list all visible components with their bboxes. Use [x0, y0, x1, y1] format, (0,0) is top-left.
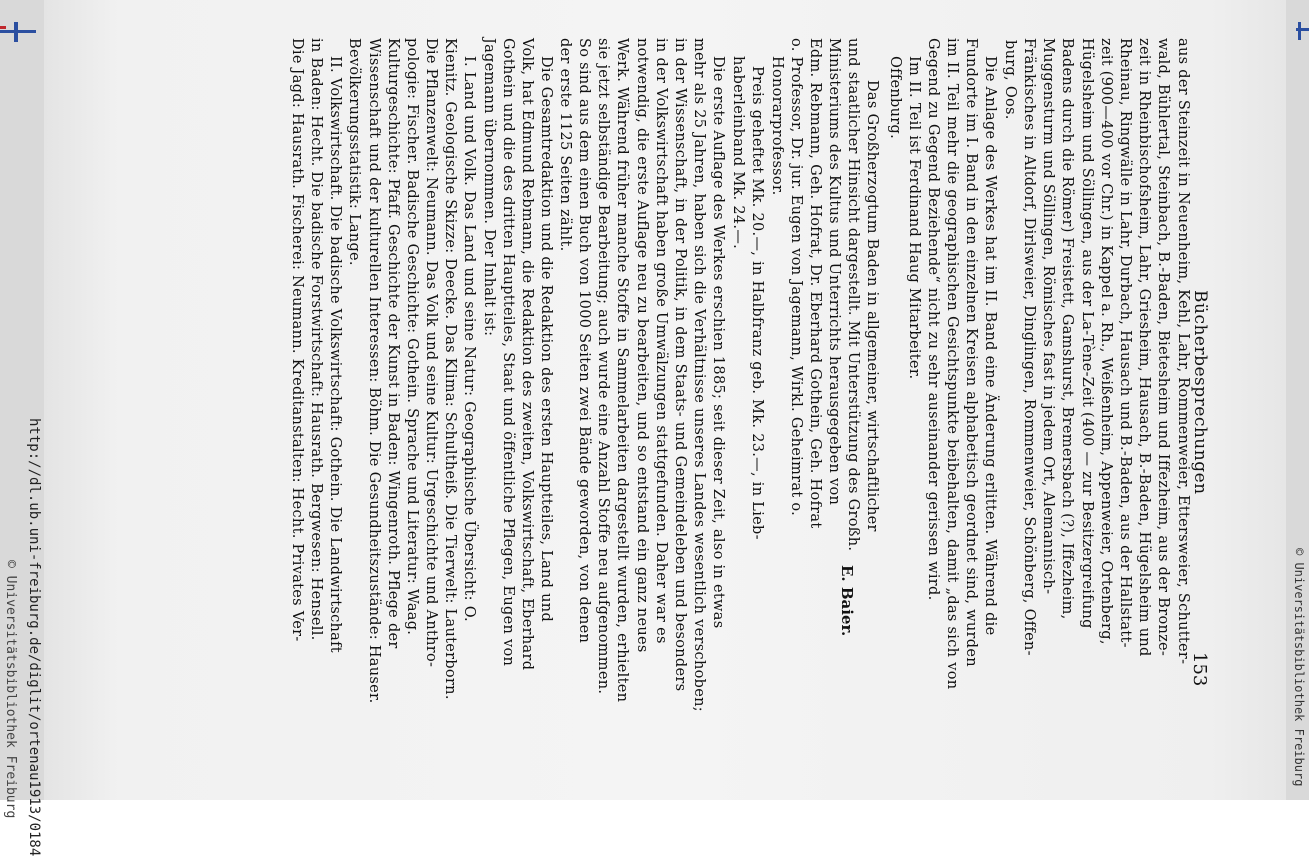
text-line: Fränkisches in Altdorf, Dirlsweier, Dinglingen, Rommenweier, Schönberg, Offen-	[1021, 38, 1037, 656]
text-line: mehr als 25 Jahren, haben sich die Verhältnisse unseres Landes wesentlich verschoben;	[691, 38, 707, 712]
text-line: Preis geheftet Mk. 20.—, in Halbfranz geb. Mk. 23.—, in Lieb-	[749, 66, 765, 540]
text-line: Bevölkerungsstatistik: Lange.	[346, 38, 362, 266]
text-line: in der Volkswirtschaft haben große Umwälzungen stattgefunden. Daher war es	[653, 38, 669, 644]
text-line: pologie: Fischer. Badische Geschichte: Gothein. Sprache und Literatur: Waag.	[404, 38, 420, 636]
page-header: Bücherbesprechungen	[1190, 290, 1210, 495]
text-line: Kulturgeschichte: Pfaff. Geschichte der Kunst in Baden: Wingenroth. Pflege der	[385, 38, 401, 649]
text-line: sie jetzt selbständige Bearbeitung; auch wurde eine Anzahl Stoffe neu aufgenommen.	[595, 38, 611, 695]
text-line: Die Anlage des Werkes hat im II. Band eine Änderung erlitten. Während die	[982, 56, 998, 636]
text-line: So sind aus dem einen Buch von 1000 Seiten zwei Bände geworden, von denen	[576, 38, 592, 644]
text-line: und staatlicher Hinsicht dargestellt. Mit Unterstützung des Großh.	[845, 38, 861, 552]
text-line: haberleinband Mk. 24.—.	[730, 56, 746, 250]
text-line: Im II. Teil ist Ferdinand Haug Mitarbeiter.	[906, 56, 922, 380]
text-line: burg, Oos.	[1002, 40, 1018, 120]
text-line: Das Großherzogtum Baden in allgemeiner, wirtschaftlicher	[864, 80, 880, 532]
text-line: Fundorte im I. Band in den einzelnen Kreisen alphabetisch geordnet sind, wurden	[963, 38, 979, 667]
text-line: Gegend zu Gegend Beziehende“ nicht zu sehr auseinander gerissen wird.	[925, 38, 941, 601]
text-line: Badens durch die Römer) Freistett, Gamshurst, Bremersbach (?), Iffezheim,	[1059, 38, 1075, 620]
text-line: Offenburg.	[887, 56, 903, 139]
text-line: Die erste Auflage des Werkes erschien 1885; seit dieser Zeit, also in etwas	[710, 56, 726, 629]
text-line: Ministeriums des Kultus und Unterrichts herausgegeben von	[826, 38, 842, 506]
text-line: wald, Bühlertal, Steinbach, B.-Baden, Bietesheim und Iffezheim, aus der Bronze-	[1155, 38, 1171, 657]
text-line: Die Pflanzenwelt: Neumann. Das Volk und seine Kultur: Urgeschichte und Anthro-	[423, 38, 439, 668]
text-line: Rheinau, Ringwälle in Lahr, Durbach, Hausach und B.-Baden, aus der Hallstatt-	[1117, 38, 1133, 648]
copyright-edge: © Universitätsbibliothek Freiburg	[1292, 548, 1306, 787]
text-line: zeit (900—400 vor Chr.) in Kappel a. Rh., Weißenheim, Appenweier, Ortenberg,	[1098, 38, 1114, 645]
text-line: Die Gesamtredaktion und die Redaktion des ersten Hauptteiles, Land und	[538, 56, 554, 623]
text-line: Honorarprofessor.	[769, 56, 785, 196]
copyright-notice: © Universitätsbibliothek Freiburg	[3, 560, 18, 819]
text-line: notwendig, die erste Auflage neu zu bearbeiten, und so entstand ein ganz neues	[634, 38, 650, 653]
text-line: Muggensturm und Söllingen, Römisches fast in jedem Ort, Alemannisch-	[1040, 38, 1056, 595]
library-logo-icon	[0, 22, 36, 42]
text-line: Werk. Während früher manche Stoffe in Sammelarbeiten dargestellt wurden, erhielten	[614, 38, 630, 703]
text-line: im II. Teil mehr die geographischen Gesichtspunkte beibehalten, damit „das sich von	[944, 38, 960, 690]
text-line: Kienitz. Geologische Skizze: Deecke. Das Klima: Schultheiß. Die Tierwelt: Lauterborn.	[442, 38, 458, 700]
text-line: II. Volkswirtschaft. Die badische Volkswirtschaft: Gothein. Die Landwirtschaft	[327, 56, 343, 653]
text-line: Hügelsheim und Söllingen, aus der La-Tène-Zeit (400 — zur Besitzergreifung	[1079, 38, 1095, 629]
text-line: zeit in Rheinbischofsheim, Lahr, Griesheim, Hausach, B.-Baden, Hügelsheim und	[1136, 38, 1152, 657]
text-line: Die Jagd: Hausrath. Fischerei: Neumann. Kreditanstalten: Hecht. Privates Ver-	[289, 38, 305, 642]
library-logo-icon-right	[1296, 22, 1309, 40]
page-number: 153	[1189, 652, 1210, 687]
text-line: der erste 1125 Seiten zählt.	[557, 38, 573, 252]
text-line: Volk, hat Edmund Rebmann, die Redaktion des zweiten, Volkswirtschaft, Eberhard	[519, 38, 535, 671]
text-line: Gothein und die des dritten Hauptteiles, Staat und öffentliche Pflegen, Eugen von	[500, 38, 516, 667]
text-line: in der Wissenschaft, in der Politik, in dem Staats- und Gemeindeleben und besonders	[672, 38, 688, 692]
text-line: Wissenschaft und der kulturellen Interessen: Böhm. Die Gesundheitszustände: Hauser.	[366, 38, 382, 704]
source-url: http://dl.ub.uni-freiburg.de/diglit/ortenau1913/0184	[26, 418, 42, 856]
text-line: aus der Steinzeit in Neuenheim, Kehl, Lahr, Rommenweier, Ettersweier, Schutter-	[1175, 38, 1191, 665]
author-signature: E. Baier.	[838, 565, 856, 637]
text-line: I. Land und Volk. Das Land und seine Natur: Geographische Übersicht: O.	[461, 56, 477, 622]
text-line: in Baden: Hecht. Die badische Forstwirtschaft: Hausrath. Bergwesen: Hensell.	[308, 38, 324, 641]
text-line: Edm. Rebmann, Geh. Hofrat, Dr. Eberhard Gothein, Geh. Hofrat	[807, 38, 823, 529]
text-line: Jagemann übernommen. Der Inhalt ist:	[481, 38, 497, 337]
text-line: o. Professor, Dr. jur. Eugen von Jagemann, Wirkl. Geheimrat o.	[788, 38, 804, 517]
